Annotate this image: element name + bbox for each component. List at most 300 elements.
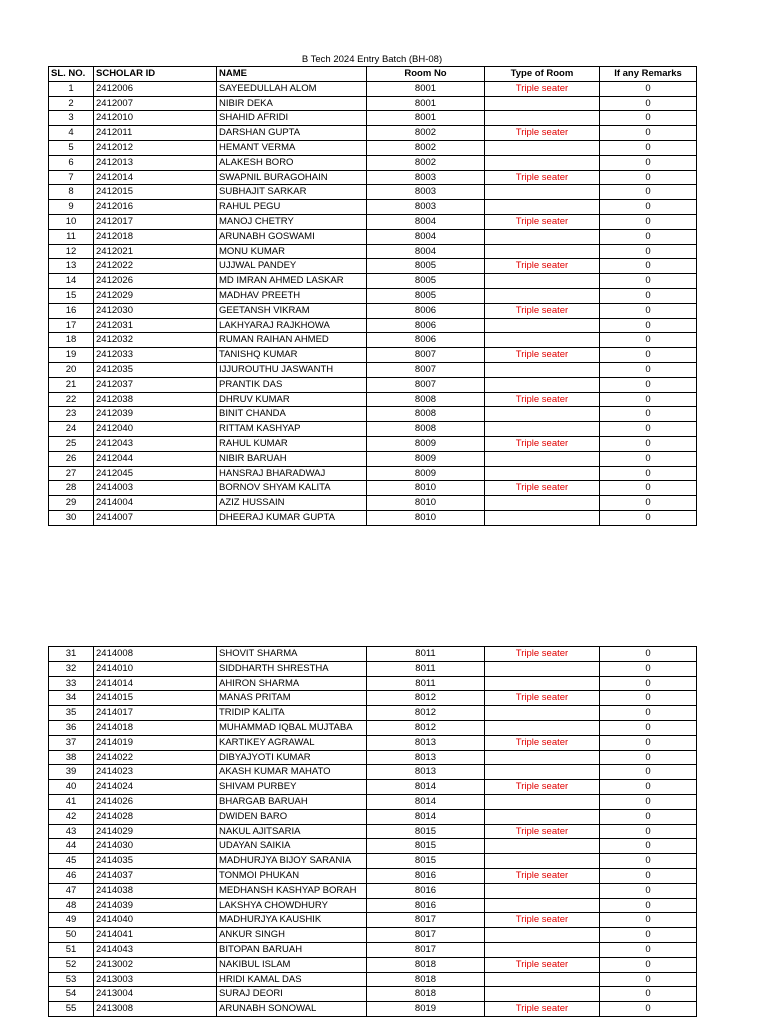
room-no-cell: 8016 — [367, 883, 485, 898]
sl-no-cell: 28 — [49, 481, 94, 496]
name-cell: LAKHYARAJ RAJKHOWA — [217, 318, 367, 333]
remarks-cell: 0 — [600, 229, 697, 244]
remarks-cell: 0 — [600, 274, 697, 289]
sl-no-cell: 36 — [49, 720, 94, 735]
remarks-cell: 0 — [600, 140, 697, 155]
sl-no-cell: 52 — [49, 957, 94, 972]
table-row — [49, 111, 697, 126]
scholar-id-cell: 2412016 — [94, 200, 217, 215]
name-cell: TANISHQ KUMAR — [217, 348, 367, 363]
room-no-cell: 8012 — [367, 706, 485, 721]
table-row — [49, 720, 697, 735]
room-type-cell: Triple seater — [485, 824, 600, 839]
remarks-cell: 0 — [600, 496, 697, 511]
scholar-id-cell: 2414024 — [94, 780, 217, 795]
scholar-id-cell: 2414030 — [94, 839, 217, 854]
name-cell: BITOPAN BARUAH — [217, 942, 367, 957]
scholar-id-cell: 2414007 — [94, 510, 217, 525]
table-row — [49, 126, 697, 141]
name-cell: MANAS PRITAM — [217, 691, 367, 706]
scholar-id-cell: 2412032 — [94, 333, 217, 348]
room-type-cell — [485, 451, 600, 466]
scholar-id-cell: 2413004 — [94, 987, 217, 1002]
sl-no-cell: 45 — [49, 854, 94, 869]
scholar-id-cell: 2412014 — [94, 170, 217, 185]
table-row — [49, 809, 697, 824]
room-type-cell — [485, 274, 600, 289]
room-type-cell — [485, 706, 600, 721]
room-type-cell: Triple seater — [485, 868, 600, 883]
scholar-id-cell: 2414028 — [94, 809, 217, 824]
room-no-cell: 8002 — [367, 126, 485, 141]
scholar-id-cell: 2414037 — [94, 868, 217, 883]
room-no-cell: 8011 — [367, 661, 485, 676]
table-row — [49, 214, 697, 229]
table-row — [49, 392, 697, 407]
scholar-id-cell: 2412015 — [94, 185, 217, 200]
sl-no-cell: 12 — [49, 244, 94, 259]
remarks-cell: 0 — [600, 170, 697, 185]
room-type-cell — [485, 928, 600, 943]
scholar-id-cell: 2412013 — [94, 155, 217, 170]
name-cell: ALAKESH BORO — [217, 155, 367, 170]
room-no-cell: 8013 — [367, 735, 485, 750]
room-no-cell: 8014 — [367, 780, 485, 795]
name-cell: NAKIBUL ISLAM — [217, 957, 367, 972]
remarks-cell: 0 — [600, 720, 697, 735]
room-type-cell — [485, 942, 600, 957]
name-cell: DWIDEN BARO — [217, 809, 367, 824]
table-row — [49, 185, 697, 200]
remarks-cell: 0 — [600, 392, 697, 407]
remarks-cell: 0 — [600, 1002, 697, 1017]
room-type-cell: Triple seater — [485, 436, 600, 451]
scholar-id-cell: 2414035 — [94, 854, 217, 869]
table-row — [49, 661, 697, 676]
remarks-cell: 0 — [600, 303, 697, 318]
room-no-cell: 8003 — [367, 185, 485, 200]
remarks-cell: 0 — [600, 676, 697, 691]
sl-no-cell: 54 — [49, 987, 94, 1002]
remarks-cell: 0 — [600, 96, 697, 111]
room-no-cell: 8005 — [367, 288, 485, 303]
room-type-cell: Triple seater — [485, 1002, 600, 1017]
room-no-cell: 8010 — [367, 496, 485, 511]
room-type-cell — [485, 466, 600, 481]
room-no-cell: 8004 — [367, 214, 485, 229]
scholar-id-cell: 2413008 — [94, 1002, 217, 1017]
table-row — [49, 1002, 697, 1017]
sheet-title: B Tech 2024 Entry Batch (BH-08) — [301, 54, 443, 65]
table-row — [49, 318, 697, 333]
room-type-cell — [485, 407, 600, 422]
name-cell: DIBYAJYOTI KUMAR — [217, 750, 367, 765]
remarks-cell: 0 — [600, 111, 697, 126]
scholar-id-cell: 2412045 — [94, 466, 217, 481]
sl-no-cell: 41 — [49, 794, 94, 809]
room-no-cell: 8018 — [367, 957, 485, 972]
room-type-cell: Triple seater — [485, 392, 600, 407]
table-row — [49, 957, 697, 972]
scholar-id-cell: 2412039 — [94, 407, 217, 422]
remarks-cell: 0 — [600, 661, 697, 676]
remarks-cell: 0 — [600, 765, 697, 780]
scholar-id-cell: 2412035 — [94, 362, 217, 377]
room-type-cell: Triple seater — [485, 780, 600, 795]
header-scholar-id: SCHOLAR ID — [94, 67, 217, 82]
room-type-cell — [485, 96, 600, 111]
room-no-cell: 8007 — [367, 362, 485, 377]
room-type-cell — [485, 720, 600, 735]
table-row — [49, 377, 697, 392]
table-row — [49, 96, 697, 111]
room-type-cell: Triple seater — [485, 647, 600, 662]
remarks-cell: 0 — [600, 824, 697, 839]
table-row — [49, 170, 697, 185]
name-cell: BHARGAB BARUAH — [217, 794, 367, 809]
room-type-cell: Triple seater — [485, 303, 600, 318]
scholar-id-cell: 2414014 — [94, 676, 217, 691]
name-cell: DARSHAN GUPTA — [217, 126, 367, 141]
name-cell: ANKUR SINGH — [217, 928, 367, 943]
remarks-cell: 0 — [600, 288, 697, 303]
table-row — [49, 972, 697, 987]
name-cell: NIBIR BARUAH — [217, 451, 367, 466]
room-type-cell — [485, 809, 600, 824]
scholar-id-cell: 2414041 — [94, 928, 217, 943]
name-cell: RUMAN RAIHAN AHMED — [217, 333, 367, 348]
room-no-cell: 8001 — [367, 96, 485, 111]
sl-no-cell: 14 — [49, 274, 94, 289]
table-row — [49, 140, 697, 155]
scholar-id-cell: 2414015 — [94, 691, 217, 706]
room-no-cell: 8001 — [367, 81, 485, 96]
scholar-id-cell: 2412021 — [94, 244, 217, 259]
sl-no-cell: 9 — [49, 200, 94, 215]
name-cell: IJJUROUTHU JASWANTH — [217, 362, 367, 377]
room-type-cell — [485, 839, 600, 854]
table-row — [49, 155, 697, 170]
room-type-cell — [485, 111, 600, 126]
room-no-cell: 8011 — [367, 647, 485, 662]
remarks-cell: 0 — [600, 259, 697, 274]
room-no-cell: 8013 — [367, 750, 485, 765]
room-no-cell: 8017 — [367, 942, 485, 957]
name-cell: HRIDI KAMAL DAS — [217, 972, 367, 987]
scholar-id-cell: 2414010 — [94, 661, 217, 676]
room-no-cell: 8004 — [367, 229, 485, 244]
room-type-cell — [485, 676, 600, 691]
room-type-cell — [485, 318, 600, 333]
room-type-cell — [485, 496, 600, 511]
room-no-cell: 8018 — [367, 987, 485, 1002]
table-row — [49, 735, 697, 750]
remarks-cell: 0 — [600, 987, 697, 1002]
room-type-cell: Triple seater — [485, 214, 600, 229]
table-row — [49, 200, 697, 215]
sl-no-cell: 38 — [49, 750, 94, 765]
room-no-cell: 8019 — [367, 1002, 485, 1017]
room-no-cell: 8005 — [367, 274, 485, 289]
room-no-cell: 8009 — [367, 436, 485, 451]
scholar-id-cell: 2412007 — [94, 96, 217, 111]
scholar-id-cell: 2412017 — [94, 214, 217, 229]
name-cell: HEMANT VERMA — [217, 140, 367, 155]
room-no-cell: 8012 — [367, 691, 485, 706]
sl-no-cell: 25 — [49, 436, 94, 451]
table-row — [49, 676, 697, 691]
room-type-cell — [485, 229, 600, 244]
sl-no-cell: 35 — [49, 706, 94, 721]
room-no-cell: 8005 — [367, 259, 485, 274]
table-row — [49, 259, 697, 274]
remarks-cell: 0 — [600, 362, 697, 377]
scholar-id-cell: 2414019 — [94, 735, 217, 750]
room-type-cell: Triple seater — [485, 481, 600, 496]
name-cell: DHEERAJ KUMAR GUPTA — [217, 510, 367, 525]
name-cell: SHAHID AFRIDI — [217, 111, 367, 126]
room-type-cell — [485, 987, 600, 1002]
name-cell: PRANTIK DAS — [217, 377, 367, 392]
remarks-cell: 0 — [600, 377, 697, 392]
sl-no-cell: 23 — [49, 407, 94, 422]
room-type-cell — [485, 883, 600, 898]
room-type-cell: Triple seater — [485, 735, 600, 750]
room-no-cell: 8016 — [367, 898, 485, 913]
name-cell: RAHUL PEGU — [217, 200, 367, 215]
room-no-cell: 8011 — [367, 676, 485, 691]
name-cell: BORNOV SHYAM KALITA — [217, 481, 367, 496]
remarks-cell: 0 — [600, 422, 697, 437]
remarks-cell: 0 — [600, 318, 697, 333]
table-row — [49, 288, 697, 303]
scholar-id-cell: 2412030 — [94, 303, 217, 318]
name-cell: MD IMRAN AHMED LASKAR — [217, 274, 367, 289]
remarks-cell: 0 — [600, 928, 697, 943]
remarks-cell: 0 — [600, 407, 697, 422]
room-no-cell: 8015 — [367, 824, 485, 839]
table-row — [49, 303, 697, 318]
room-type-cell — [485, 750, 600, 765]
name-cell: ARUNABH SONOWAL — [217, 1002, 367, 1017]
room-no-cell: 8014 — [367, 794, 485, 809]
sl-no-cell: 32 — [49, 661, 94, 676]
sl-no-cell: 2 — [49, 96, 94, 111]
name-cell: RITTAM KASHYAP — [217, 422, 367, 437]
remarks-cell: 0 — [600, 898, 697, 913]
sl-no-cell: 22 — [49, 392, 94, 407]
remarks-cell: 0 — [600, 794, 697, 809]
table-body-bottom — [49, 647, 697, 1017]
name-cell: SIDDHARTH SHRESTHA — [217, 661, 367, 676]
sl-no-cell: 34 — [49, 691, 94, 706]
room-no-cell: 8007 — [367, 348, 485, 363]
room-type-cell — [485, 854, 600, 869]
name-cell: SAYEEDULLAH ALOM — [217, 81, 367, 96]
room-type-cell — [485, 972, 600, 987]
remarks-cell: 0 — [600, 200, 697, 215]
room-no-cell: 8006 — [367, 318, 485, 333]
table-row — [49, 422, 697, 437]
name-cell: MADHAV PREETH — [217, 288, 367, 303]
sl-no-cell: 15 — [49, 288, 94, 303]
name-cell: SHOVIT SHARMA — [217, 647, 367, 662]
name-cell: MONU KUMAR — [217, 244, 367, 259]
allocation-table-bottom — [48, 646, 697, 1017]
room-no-cell: 8009 — [367, 466, 485, 481]
scholar-id-cell: 2414008 — [94, 647, 217, 662]
room-type-cell — [485, 510, 600, 525]
name-cell: MADHURJYA BIJOY SARANIA — [217, 854, 367, 869]
table-row — [49, 451, 697, 466]
table-row — [49, 854, 697, 869]
table-row — [49, 928, 697, 943]
sl-no-cell: 19 — [49, 348, 94, 363]
scholar-id-cell: 2414043 — [94, 942, 217, 957]
name-cell: UDAYAN SAIKIA — [217, 839, 367, 854]
room-type-cell — [485, 333, 600, 348]
name-cell: AZIZ HUSSAIN — [217, 496, 367, 511]
room-no-cell: 8017 — [367, 913, 485, 928]
sl-no-cell: 48 — [49, 898, 94, 913]
scholar-id-cell: 2412040 — [94, 422, 217, 437]
room-no-cell: 8015 — [367, 839, 485, 854]
sl-no-cell: 16 — [49, 303, 94, 318]
room-type-cell — [485, 794, 600, 809]
name-cell: UJJWAL PANDEY — [217, 259, 367, 274]
scholar-id-cell: 2413003 — [94, 972, 217, 987]
name-cell: HANSRAJ BHARADWAJ — [217, 466, 367, 481]
name-cell: MADHURJYA KAUSHIK — [217, 913, 367, 928]
remarks-cell: 0 — [600, 780, 697, 795]
sl-no-cell: 37 — [49, 735, 94, 750]
scholar-id-cell: 2414003 — [94, 481, 217, 496]
table-row — [49, 436, 697, 451]
room-type-cell — [485, 661, 600, 676]
room-type-cell — [485, 185, 600, 200]
table-row — [49, 647, 697, 662]
room-no-cell: 8003 — [367, 170, 485, 185]
room-no-cell: 8016 — [367, 868, 485, 883]
remarks-cell: 0 — [600, 735, 697, 750]
table-row — [49, 481, 697, 496]
scholar-id-cell: 2412043 — [94, 436, 217, 451]
remarks-cell: 0 — [600, 913, 697, 928]
scholar-id-cell: 2412037 — [94, 377, 217, 392]
remarks-cell: 0 — [600, 510, 697, 525]
remarks-cell: 0 — [600, 348, 697, 363]
remarks-cell: 0 — [600, 451, 697, 466]
sl-no-cell: 51 — [49, 942, 94, 957]
sl-no-cell: 24 — [49, 422, 94, 437]
sl-no-cell: 3 — [49, 111, 94, 126]
sl-no-cell: 26 — [49, 451, 94, 466]
room-no-cell: 8010 — [367, 510, 485, 525]
sl-no-cell: 1 — [49, 81, 94, 96]
name-cell: TONMOI PHUKAN — [217, 868, 367, 883]
room-type-cell: Triple seater — [485, 259, 600, 274]
sl-no-cell: 29 — [49, 496, 94, 511]
table-row — [49, 333, 697, 348]
table-row — [49, 780, 697, 795]
sl-no-cell: 18 — [49, 333, 94, 348]
scholar-id-cell: 2412018 — [94, 229, 217, 244]
sl-no-cell: 53 — [49, 972, 94, 987]
room-no-cell: 8004 — [367, 244, 485, 259]
sl-no-cell: 50 — [49, 928, 94, 943]
sl-no-cell: 11 — [49, 229, 94, 244]
sl-no-cell: 20 — [49, 362, 94, 377]
sl-no-cell: 21 — [49, 377, 94, 392]
room-type-cell: Triple seater — [485, 691, 600, 706]
table-row — [49, 868, 697, 883]
room-no-cell: 8015 — [367, 854, 485, 869]
sl-no-cell: 40 — [49, 780, 94, 795]
table-row — [49, 466, 697, 481]
table-row — [49, 407, 697, 422]
sl-no-cell: 30 — [49, 510, 94, 525]
table-row — [49, 691, 697, 706]
scholar-id-cell: 2412031 — [94, 318, 217, 333]
room-type-cell — [485, 200, 600, 215]
header-row — [49, 67, 697, 82]
room-no-cell: 8002 — [367, 155, 485, 170]
room-no-cell: 8002 — [367, 140, 485, 155]
scholar-id-cell: 2412010 — [94, 111, 217, 126]
remarks-cell: 0 — [600, 868, 697, 883]
sl-no-cell: 55 — [49, 1002, 94, 1017]
sl-no-cell: 6 — [49, 155, 94, 170]
room-no-cell: 8012 — [367, 720, 485, 735]
table-row — [49, 898, 697, 913]
name-cell: NIBIR DEKA — [217, 96, 367, 111]
name-cell: KARTIKEY AGRAWAL — [217, 735, 367, 750]
name-cell: MUHAMMAD IQBAL MUJTABA — [217, 720, 367, 735]
remarks-cell: 0 — [600, 244, 697, 259]
scholar-id-cell: 2414039 — [94, 898, 217, 913]
room-no-cell: 8017 — [367, 928, 485, 943]
table-row — [49, 839, 697, 854]
header-name: NAME — [217, 67, 367, 82]
scholar-id-cell: 2412029 — [94, 288, 217, 303]
table-row — [49, 706, 697, 721]
table-row — [49, 229, 697, 244]
room-no-cell: 8018 — [367, 972, 485, 987]
room-type-cell: Triple seater — [485, 126, 600, 141]
remarks-cell: 0 — [600, 972, 697, 987]
sl-no-cell: 33 — [49, 676, 94, 691]
table-row — [49, 913, 697, 928]
name-cell: NAKUL AJITSARIA — [217, 824, 367, 839]
scholar-id-cell: 2414018 — [94, 720, 217, 735]
room-type-cell: Triple seater — [485, 348, 600, 363]
remarks-cell: 0 — [600, 691, 697, 706]
room-type-cell: Triple seater — [485, 913, 600, 928]
scholar-id-cell: 2414029 — [94, 824, 217, 839]
header-sl-no: SL. NO. — [49, 67, 94, 82]
scholar-id-cell: 2412038 — [94, 392, 217, 407]
sl-no-cell: 39 — [49, 765, 94, 780]
sl-no-cell: 13 — [49, 259, 94, 274]
room-type-cell — [485, 765, 600, 780]
sl-no-cell: 46 — [49, 868, 94, 883]
name-cell: MEDHANSH KASHYAP BORAH — [217, 883, 367, 898]
room-type-cell — [485, 898, 600, 913]
room-type-cell — [485, 244, 600, 259]
sl-no-cell: 42 — [49, 809, 94, 824]
room-no-cell: 8013 — [367, 765, 485, 780]
name-cell: AHIRON SHARMA — [217, 676, 367, 691]
